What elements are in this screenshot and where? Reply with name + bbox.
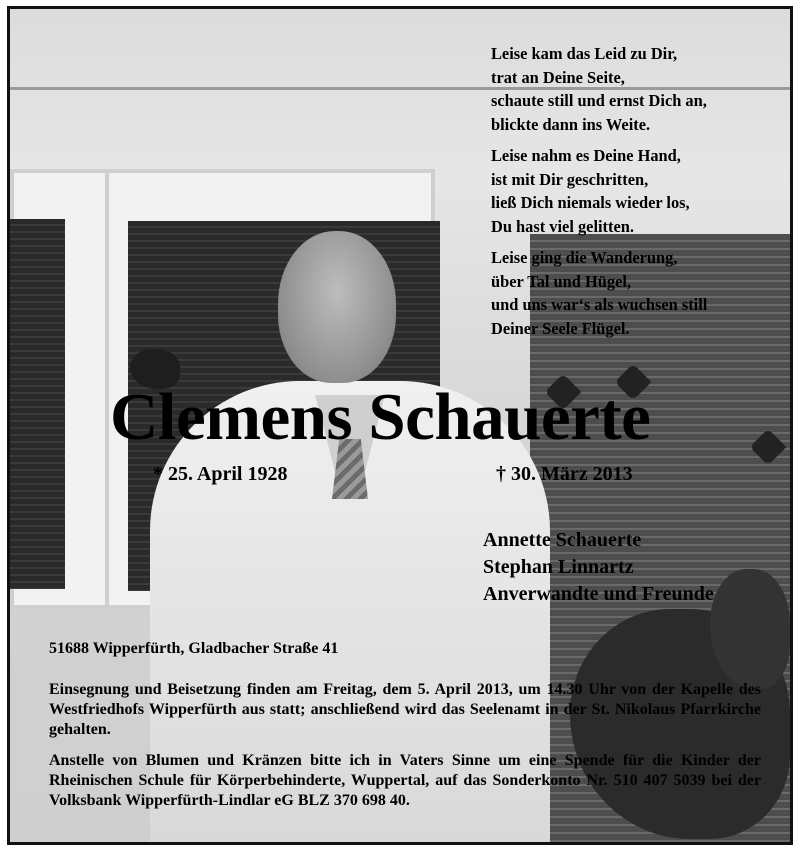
person-head <box>278 231 396 383</box>
poem-line: Du hast viel gelitten. <box>491 216 634 236</box>
birth-date: * 25. April 1928 <box>153 463 288 485</box>
funeral-details: Einsegnung und Beisetzung finden am Freitag, dem 5. April 2013, um 14.30 Uhr von der Kapelle des Westfriedhofs Wipperfürth aus statt; anschließend wird das Seelenamt in der St. Nikolaus Pfarrkirche gehalten. <box>49 681 761 738</box>
poem-stanza <box>491 246 707 340</box>
mourner-name: Anverwandte und Freunde <box>483 583 714 605</box>
poem-stanza <box>491 144 707 238</box>
poem-line: und uns war‘s als wuchsen still <box>491 295 708 314</box>
deceased-name: Clemens Schauerte <box>110 380 651 454</box>
poem-line: ließ Dich niemals wieder los, <box>491 193 690 212</box>
poem-line: über Tal und Hügel, <box>491 271 631 291</box>
poem-line: schaute still und ernst Dich an, <box>491 91 707 110</box>
blind-left <box>10 219 65 589</box>
poem-stanza <box>491 42 707 136</box>
poem-line: Deiner Seele Flügel. <box>491 318 630 338</box>
poem-line: Leise kam das Leid zu Dir, <box>491 44 678 63</box>
mourner-name: Annette Schauerte <box>483 529 642 551</box>
poem-line: blickte dann ins Weite. <box>491 114 651 134</box>
death-date: † 30. März 2013 <box>496 463 633 485</box>
poem-line: ist mit Dir geschritten, <box>491 169 649 189</box>
poem-line: Leise ging die Wanderung, <box>491 248 678 267</box>
donation-request: Anstelle von Blumen und Kränzen bitte ich in Vaters Sinne um eine Spende für die Kinder der Rheinischen Schule für Körperbehinderte, Wuppertal, auf das Sonderkonto Nr. 510 407 5039 bei der Volksbank Wipperfürth-Lindlar eG BLZ 370 698 40. <box>49 752 761 809</box>
poem-line: Leise nahm es Deine Hand, <box>491 146 681 165</box>
poem-line: trat an Deine Seite, <box>491 67 625 87</box>
address: 51688 Wipperfürth, Gladbacher Straße 41 <box>49 640 339 657</box>
obituary-notice <box>7 6 793 845</box>
mourners-list <box>483 527 714 608</box>
mourner-name: Stephan Linnartz <box>483 556 634 578</box>
poem <box>491 42 707 348</box>
